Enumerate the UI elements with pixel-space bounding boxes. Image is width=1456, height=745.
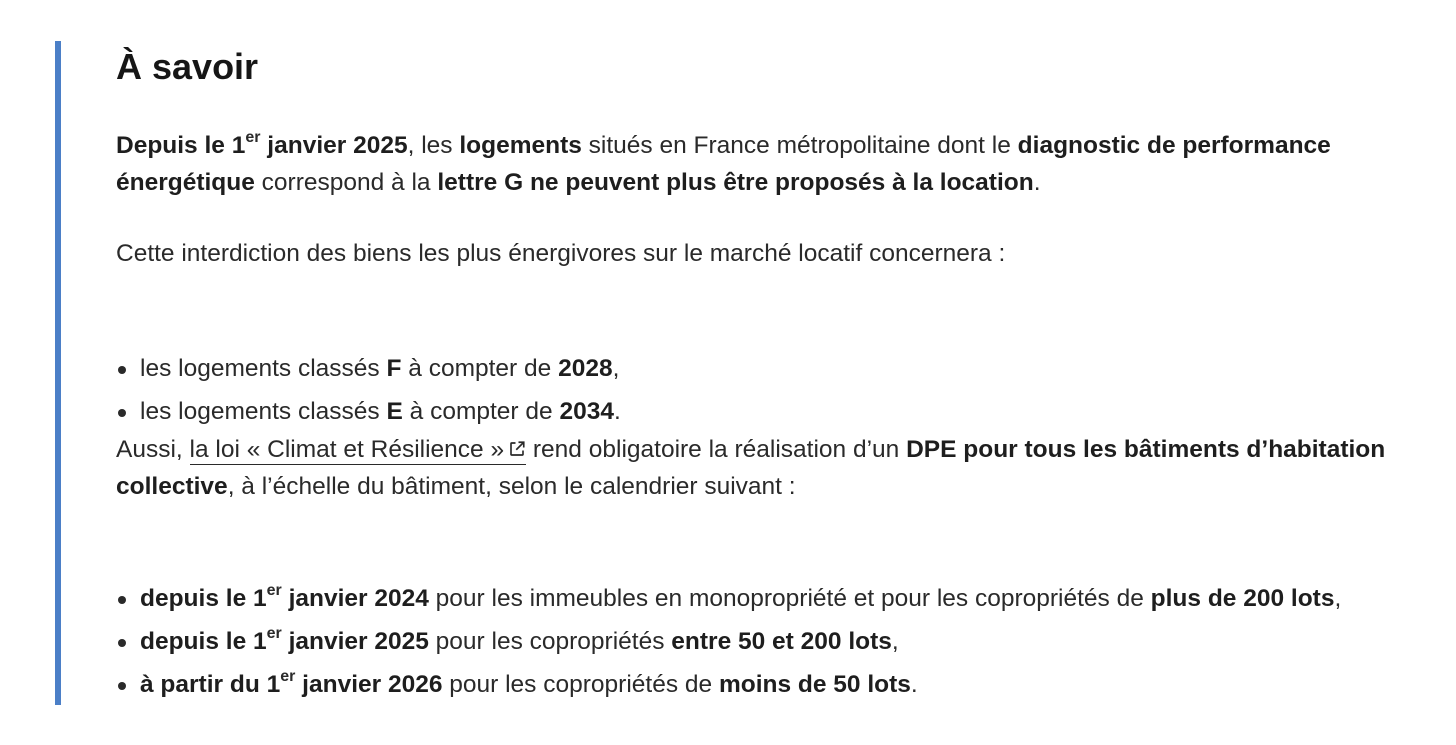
bold-text: plus de 200 lots [1150,585,1335,612]
bold-text: depuis le 1 [140,628,267,655]
bold-text: janvier 2025 [281,628,429,655]
list-item [116,350,1391,387]
bold-text: depuis le 1 [140,585,267,612]
bold-text: moins de 50 lots [718,671,911,698]
text: , [612,355,620,382]
text: pour les copropriétés de [442,671,719,698]
bold-text: Depuis le 1 [116,132,246,159]
text: , les [407,132,460,159]
bold-text: janvier 2025 [260,132,408,159]
bold-text: janvier 2026 [295,671,443,698]
text: Aussi, [116,436,190,463]
text: situés en France métropolitaine dont le [581,132,1018,159]
text: pour les immeubles en monopropriété et pour les copropriétés de [428,585,1151,612]
superscript: er [266,581,282,599]
calendar-list [116,580,1391,709]
text: . [910,671,918,698]
list-item [116,393,1391,430]
superscript: er [280,667,296,685]
text: à compter de [402,398,560,425]
callout-paragraph-2: Cette interdiction des biens les plus énergivores sur le marché locatif concernera : [116,240,1006,267]
callout-title: À savoir [116,46,259,87]
superscript: er [266,624,282,642]
callout-paragraph-1 [116,127,1391,201]
text: . [1033,169,1041,196]
link-label: la loi « Climat et Résilience » [189,436,505,463]
text: pour les copropriétés [428,628,672,655]
bold-text: DPE pour tous les bâtiments d’habitation collective [116,436,1386,500]
bold-text: 2028 [558,355,613,382]
bold-text: E [386,398,403,425]
bold-text: F [386,355,402,382]
list-item [116,580,1391,617]
bold-text: entre 50 et 200 lots [671,628,892,655]
bold-text: diagnostic de performance énergétique [116,132,1331,196]
superscript: er [245,128,261,146]
text: correspond à la [254,169,438,196]
info-callout [55,41,1395,705]
text: , [891,628,899,655]
climat-resilience-link[interactable] [190,436,527,465]
bold-text: logements [459,132,582,159]
text: , [1334,585,1342,612]
text: les logements classés [140,398,387,425]
bold-text: janvier 2024 [281,585,429,612]
text: . [613,398,621,425]
bold-text: 2034 [559,398,614,425]
text: à compter de [401,355,559,382]
list-item [116,666,1391,703]
callout-paragraph-3 [116,431,1391,505]
text: rend obligatoire la réalisation d’un [526,436,907,463]
bold-text: à partir du 1 [140,671,281,698]
classification-list [116,350,1391,436]
text: les logements classés [140,355,387,382]
bold-text: lettre G ne peuvent plus être proposés à la location [437,169,1034,196]
external-link-icon [508,440,526,458]
list-item [116,623,1391,660]
text: , à l’échelle du bâtiment, selon le calendrier suivant : [227,473,796,500]
